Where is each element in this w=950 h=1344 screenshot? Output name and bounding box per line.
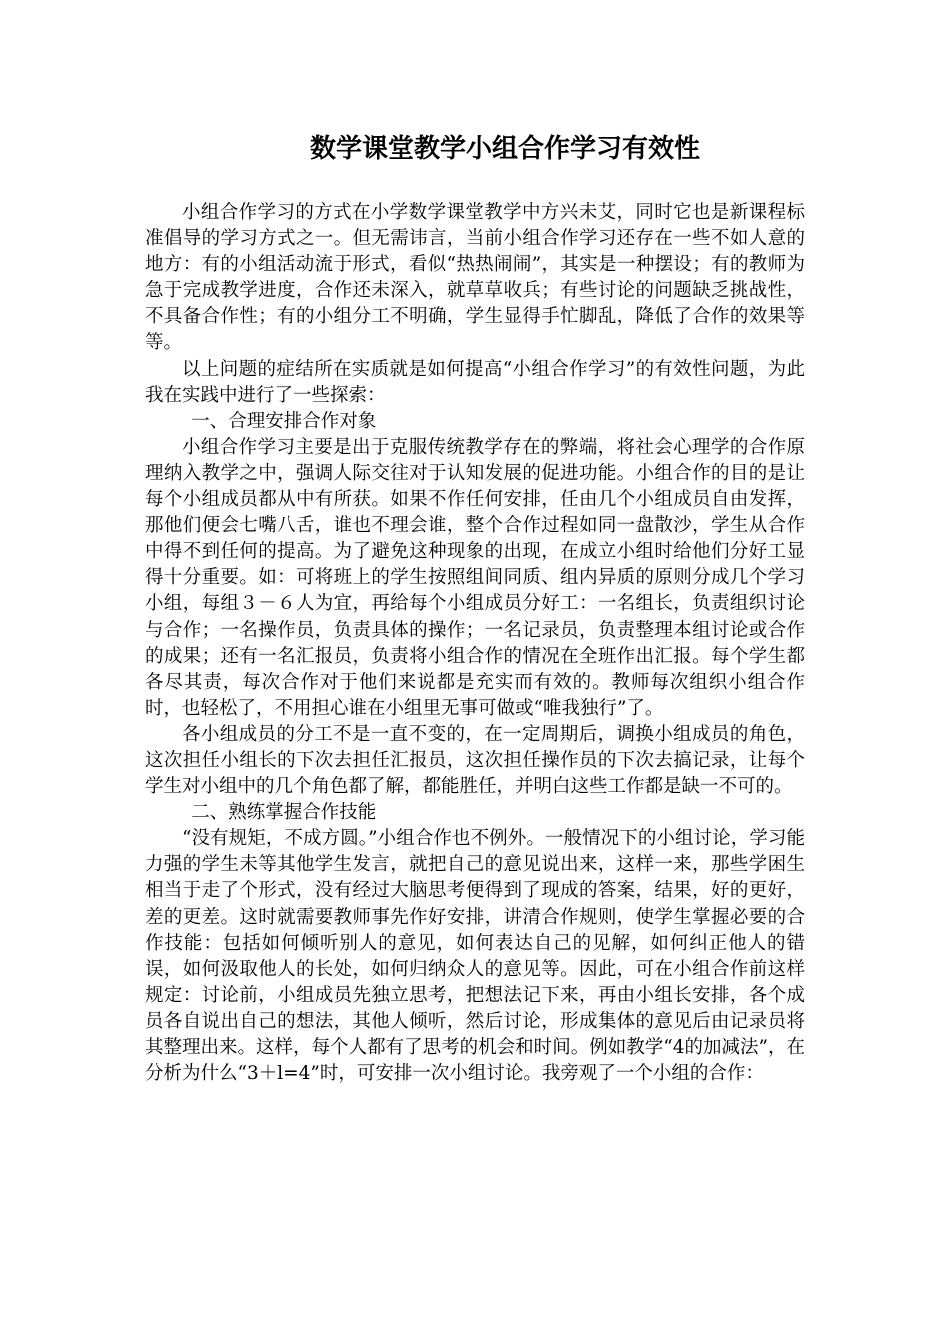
section-heading-2: 二、熟练掌握合作技能 — [191, 802, 377, 824]
paragraph-problem: 以上问题的症结所在实质就是如何提高“小组合作学习”的有效性问题，为此我在实践中进行了一些探索： — [145, 358, 805, 406]
document-body — [145, 200, 805, 1087]
section-heading-1: 一、合理安排合作对象 — [191, 410, 377, 432]
paragraph-skills: “没有规矩，不成方圆。”小组合作也不例外。一般情况下的小组讨论，学习能力强的学生未等其他学生发言，就把自己的意见说出来，这样一来，那些学困生相当于走了个形式，没有经过大脑思考便得到了现成的答案，结果，好的更好，差的更差。这时就需要教师事先作好安排，讲清合作规则，使学生掌握必要的合作技能：包括如何倾听别人的意见，如何表达自己的见解，如何纠正他人的错误，如何汲取他人的长处，如何归纳众人的意见等。因此，可在小组合作前这样规定：讨论前，小组成员先独立思考，把想法记下来，再由小组长安排，各个成员各自说出自己的想法，其他人倾听，然后讨论，形成集体的意见后由记录员将其整理出来。这样，每个人都有了思考的机会和时间。例如教学“4的加减法”，在分析为什么“3＋l=4”时，可安排一次小组讨论。我旁观了一个小组的合作： — [145, 828, 805, 1085]
paragraph-intro: 小组合作学习的方式在小学数学课堂教学中方兴未艾，同时它也是新课程标准倡导的学习方式之一。但无需讳言，当前小组合作学习还存在一些不如人意的地方：有的小组活动流于形式，看似“热热闹闹”，其实是一种摆设；有的教师为急于完成教学进度，合作还未深入，就草草收兵；有些讨论的问题缺乏挑战性，不具备合作性；有的小组分工不明确，学生显得手忙脚乱，降低了合作的效果等等。 — [145, 202, 805, 354]
page-title: 数学课堂教学小组合作学习有效性 — [309, 134, 700, 164]
paragraph-grouping: 小组合作学习主要是出于克服传统教学存在的弊端，将社会心理学的合作原理纳入教学之中，强调人际交往对于认知发展的促进功能。小组合作的目的是让每个小组成员都从中有所获。如果不作任何安排，任由几个小组成员自由发挥，那他们便会七嘴八舌，谁也不理会谁，整个合作过程如同一盘散沙，学生从合作中得不到任何的提高。为了避免这种现象的出现，在成立小组时给他们分好工显得十分重要。如：可将班上的学生按照组间同质、组内异质的原则分成几个学习小组，每组３－６人为宜，再给每个小组成员分好工：一名组长，负责组织讨论与合作；一名操作员，负责具体的操作；一名记录员，负责整理本组讨论或合作的成果；还有一名汇报员，负责将小组合作的情况在全班作出汇报。每个学生都各尽其责，每次合作对于他们来说都是充实而有效的。教师每次组织小组合作时，也轻松了，不用担心谁在小组里无事可做或“唯我独行”了。 — [145, 436, 805, 719]
paragraph-rotation: 各小组成员的分工不是一直不变的，在一定周期后，调换小组成员的角色，这次担任小组长的下次去担任汇报员，这次担任操作员的下次去搞记录，让每个学生对小组中的几个角色都了解，都能胜任，并明白这些工作都是缺一不可的。 — [145, 723, 805, 798]
